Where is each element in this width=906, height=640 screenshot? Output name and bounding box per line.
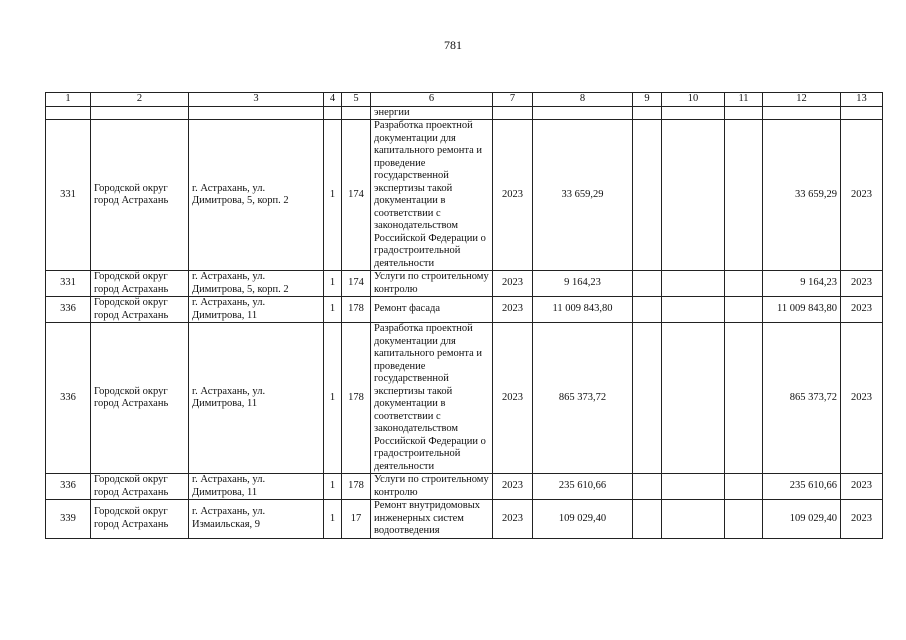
col-11 [725, 323, 763, 474]
col-10 [662, 323, 725, 474]
col-5: 178 [342, 474, 371, 500]
page-number: 781 [444, 38, 462, 52]
year: 2023 [493, 120, 533, 271]
row-number: 331 [46, 271, 91, 297]
column-header: 2 [91, 93, 189, 107]
col-11 [725, 474, 763, 500]
col-9 [633, 297, 662, 323]
year: 2023 [493, 271, 533, 297]
cost-total: 33 659,29 [533, 120, 633, 271]
year: 2023 [493, 297, 533, 323]
continuation-text: энергии [371, 106, 493, 120]
row-number: 339 [46, 500, 91, 539]
continuation-row [46, 106, 883, 120]
col-11 [725, 120, 763, 271]
col-5: 17 [342, 500, 371, 539]
column-header: 5 [342, 93, 371, 107]
col-11 [725, 500, 763, 539]
address: г. Астрахань, ул. Димитрова, 11 [189, 474, 324, 500]
cost-funds: 109 029,40 [763, 500, 841, 539]
cost-funds: 865 373,72 [763, 323, 841, 474]
col-9 [633, 500, 662, 539]
work-type: Разработка проектной документации для капитального ремонта и проведение государственной экспертизы такой документации в соответствии с законодательством Российской Федерации о градостроительной деятельности [371, 120, 493, 271]
col-10 [662, 271, 725, 297]
work-type: Разработка проектной документации для капитального ремонта и проведение государственной экспертизы такой документации в соответствии с законодательством Российской Федерации о градостроительной деятельности [371, 323, 493, 474]
col-9 [633, 120, 662, 271]
address: г. Астрахань, ул. Измаильская, 9 [189, 500, 324, 539]
end-year: 2023 [841, 500, 883, 539]
column-header: 10 [662, 93, 725, 107]
column-header: 7 [493, 93, 533, 107]
municipality: Городской округ город Астрахань [91, 500, 189, 539]
address: г. Астрахань, ул. Димитрова, 5, корп. 2 [189, 271, 324, 297]
row-number: 336 [46, 323, 91, 474]
column-header: 3 [189, 93, 324, 107]
municipality: Городской округ город Астрахань [91, 474, 189, 500]
end-year: 2023 [841, 323, 883, 474]
table-row [46, 120, 883, 271]
address: г. Астрахань, ул. Димитрова, 5, корп. 2 [189, 120, 324, 271]
table-row [46, 474, 883, 500]
column-header: 1 [46, 93, 91, 107]
column-header: 12 [763, 93, 841, 107]
cost-total: 9 164,23 [533, 271, 633, 297]
municipality: Городской округ город Астрахань [91, 297, 189, 323]
col-9 [633, 323, 662, 474]
cost-total: 235 610,66 [533, 474, 633, 500]
end-year: 2023 [841, 120, 883, 271]
cost-funds: 9 164,23 [763, 271, 841, 297]
col-4: 1 [324, 297, 342, 323]
col-5: 174 [342, 271, 371, 297]
address: г. Астрахань, ул. Димитрова, 11 [189, 323, 324, 474]
col-10 [662, 297, 725, 323]
col-5: 178 [342, 297, 371, 323]
row-number: 336 [46, 474, 91, 500]
work-type: Ремонт фасада [371, 297, 493, 323]
cost-total: 865 373,72 [533, 323, 633, 474]
col-5: 174 [342, 120, 371, 271]
work-type: Ремонт внутридомовых инженерных систем водоотведения [371, 500, 493, 539]
col-10 [662, 474, 725, 500]
address: г. Астрахань, ул. Димитрова, 11 [189, 297, 324, 323]
row-number: 331 [46, 120, 91, 271]
end-year: 2023 [841, 271, 883, 297]
col-10 [662, 120, 725, 271]
year: 2023 [493, 474, 533, 500]
cost-funds: 235 610,66 [763, 474, 841, 500]
cost-total: 11 009 843,80 [533, 297, 633, 323]
municipality: Городской округ город Астрахань [91, 323, 189, 474]
column-header: 13 [841, 93, 883, 107]
col-4: 1 [324, 323, 342, 474]
col-9 [633, 271, 662, 297]
column-header: 4 [324, 93, 342, 107]
column-header: 8 [533, 93, 633, 107]
work-type: Услуги по строительному контролю [371, 474, 493, 500]
column-header: 6 [371, 93, 493, 107]
col-11 [725, 271, 763, 297]
col-4: 1 [324, 271, 342, 297]
municipality: Городской округ город Астрахань [91, 271, 189, 297]
header-row [46, 93, 883, 107]
table-row [46, 323, 883, 474]
row-number: 336 [46, 297, 91, 323]
cost-funds: 11 009 843,80 [763, 297, 841, 323]
table-row [46, 271, 883, 297]
cost-total: 109 029,40 [533, 500, 633, 539]
work-type: Услуги по строительному контролю [371, 271, 493, 297]
col-11 [725, 297, 763, 323]
col-10 [662, 500, 725, 539]
table-row [46, 500, 883, 539]
col-4: 1 [324, 474, 342, 500]
table-row [46, 297, 883, 323]
col-9 [633, 474, 662, 500]
municipality: Городской округ город Астрахань [91, 120, 189, 271]
col-5: 178 [342, 323, 371, 474]
col-4: 1 [324, 500, 342, 539]
column-header: 11 [725, 93, 763, 107]
year: 2023 [493, 500, 533, 539]
end-year: 2023 [841, 297, 883, 323]
cost-funds: 33 659,29 [763, 120, 841, 271]
end-year: 2023 [841, 474, 883, 500]
col-4: 1 [324, 120, 342, 271]
year: 2023 [493, 323, 533, 474]
column-header: 9 [633, 93, 662, 107]
program-table [45, 92, 883, 539]
